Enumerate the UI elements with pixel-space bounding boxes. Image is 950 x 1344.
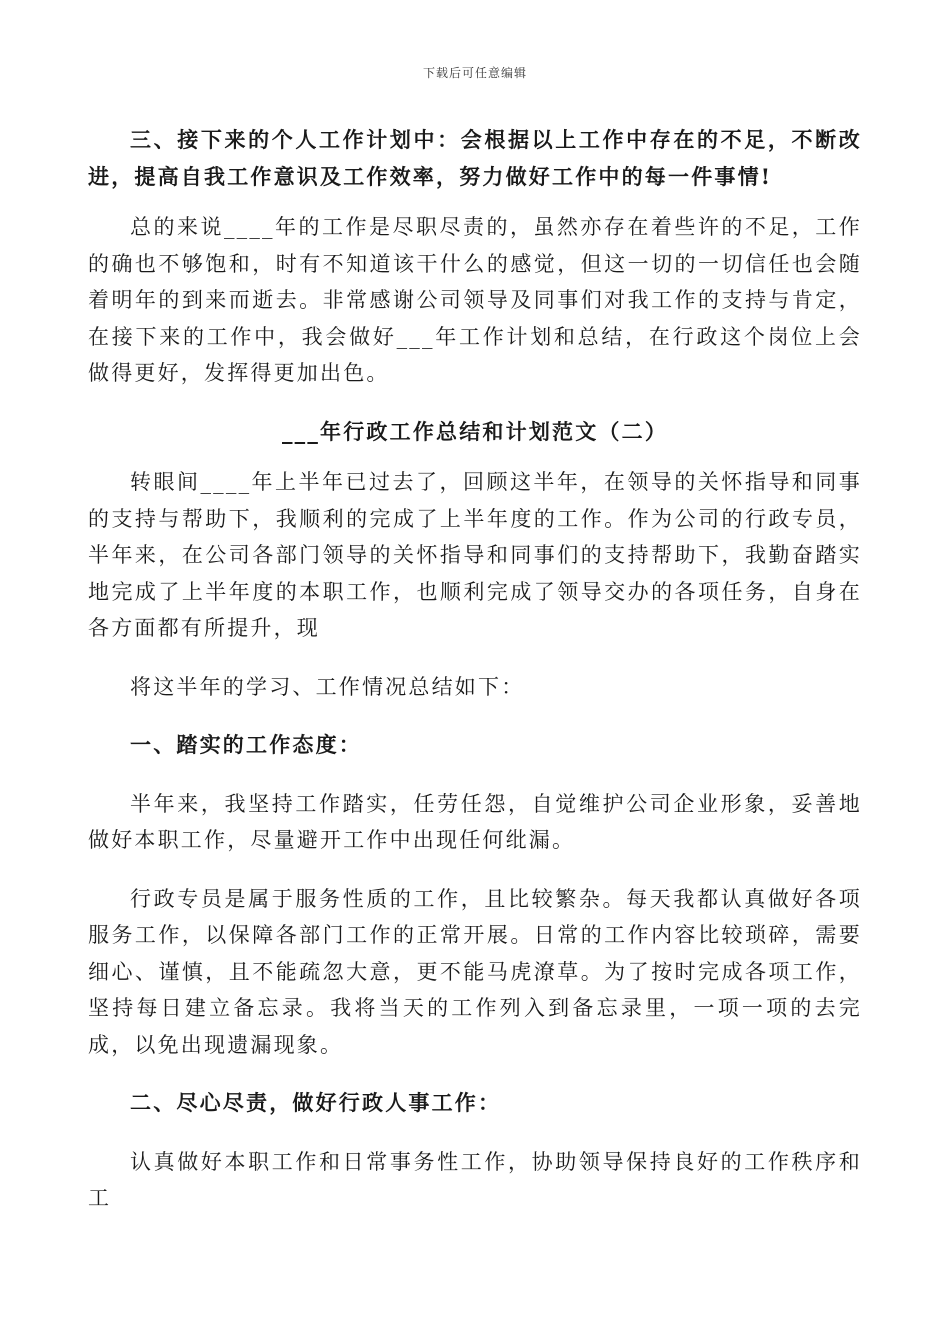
- heading-one: 一、踏实的工作态度：: [130, 732, 362, 757]
- section-three-paragraph: 三、接下来的个人工作计划中：会根据以上工作中存在的不足，不断改进，提高自我工作意识及工作效率，努力做好工作中的每一件事情!: [88, 127, 862, 189]
- header-note: 下载后可任意编辑: [422, 66, 527, 80]
- document-title: ___年行政工作总结和计划范文（二）: [281, 418, 669, 444]
- attitude-paragraph: 半年来，我坚持工作踏实，任劳任怨，自觉维护公司企业形象，妥善地做好本职工作，尽量避开工作中出现任何纰漏。: [88, 791, 862, 852]
- duties-paragraph: 行政专员是属于服务性质的工作，且比较繁杂。每天我都认真做好各项服务工作，以保障各部门工作的正常开展。日常的工作内容比较琐碎，需要细心、谨慎，且不能疏忽大意，更不能马虎潦草。为了按时完成各项工作，坚持每日建立备忘录。我将当天的工作列入到备忘录里，一项一项的去完成，以免出现遗漏现象。: [88, 886, 862, 1057]
- admin-paragraph: 认真做好本职工作和日常事务性工作，协助领导保持良好的工作秩序和工: [88, 1149, 862, 1210]
- intro-paragraph: 转眼间____年上半年已过去了，回顾这半年，在领导的关怀指导和同事的支持与帮助下，我顺利的完成了上半年度的工作。作为公司的行政专员，半年来，在公司各部门领导的关怀指导和同事们的支持帮助下，我勤奋踏实地完成了上半年度的本职工作，也顺利完成了领导交办的各项任务，自身在各方面都有所提升，现: [88, 470, 862, 640]
- summary-lead-paragraph: 将这半年的学习、工作情况总结如下：: [130, 674, 525, 699]
- document-body: [88, 122, 862, 1217]
- summary-paragraph: 总的来说____年的工作是尽职尽责的，虽然亦存在着些许的不足，工作的确也不够饱和，时有不知道该干什么的感觉，但这一切的一切信任也会随着明年的到来而逝去。非常感谢公司领导及同事们对我工作的支持与肯定，在接下来的工作中，我会做好___年工作计划和总结，在行政这个岗位上会做得更好，发挥得更加出色。: [88, 215, 862, 385]
- heading-two: 二、尽心尽责，做好行政人事工作：: [130, 1090, 502, 1115]
